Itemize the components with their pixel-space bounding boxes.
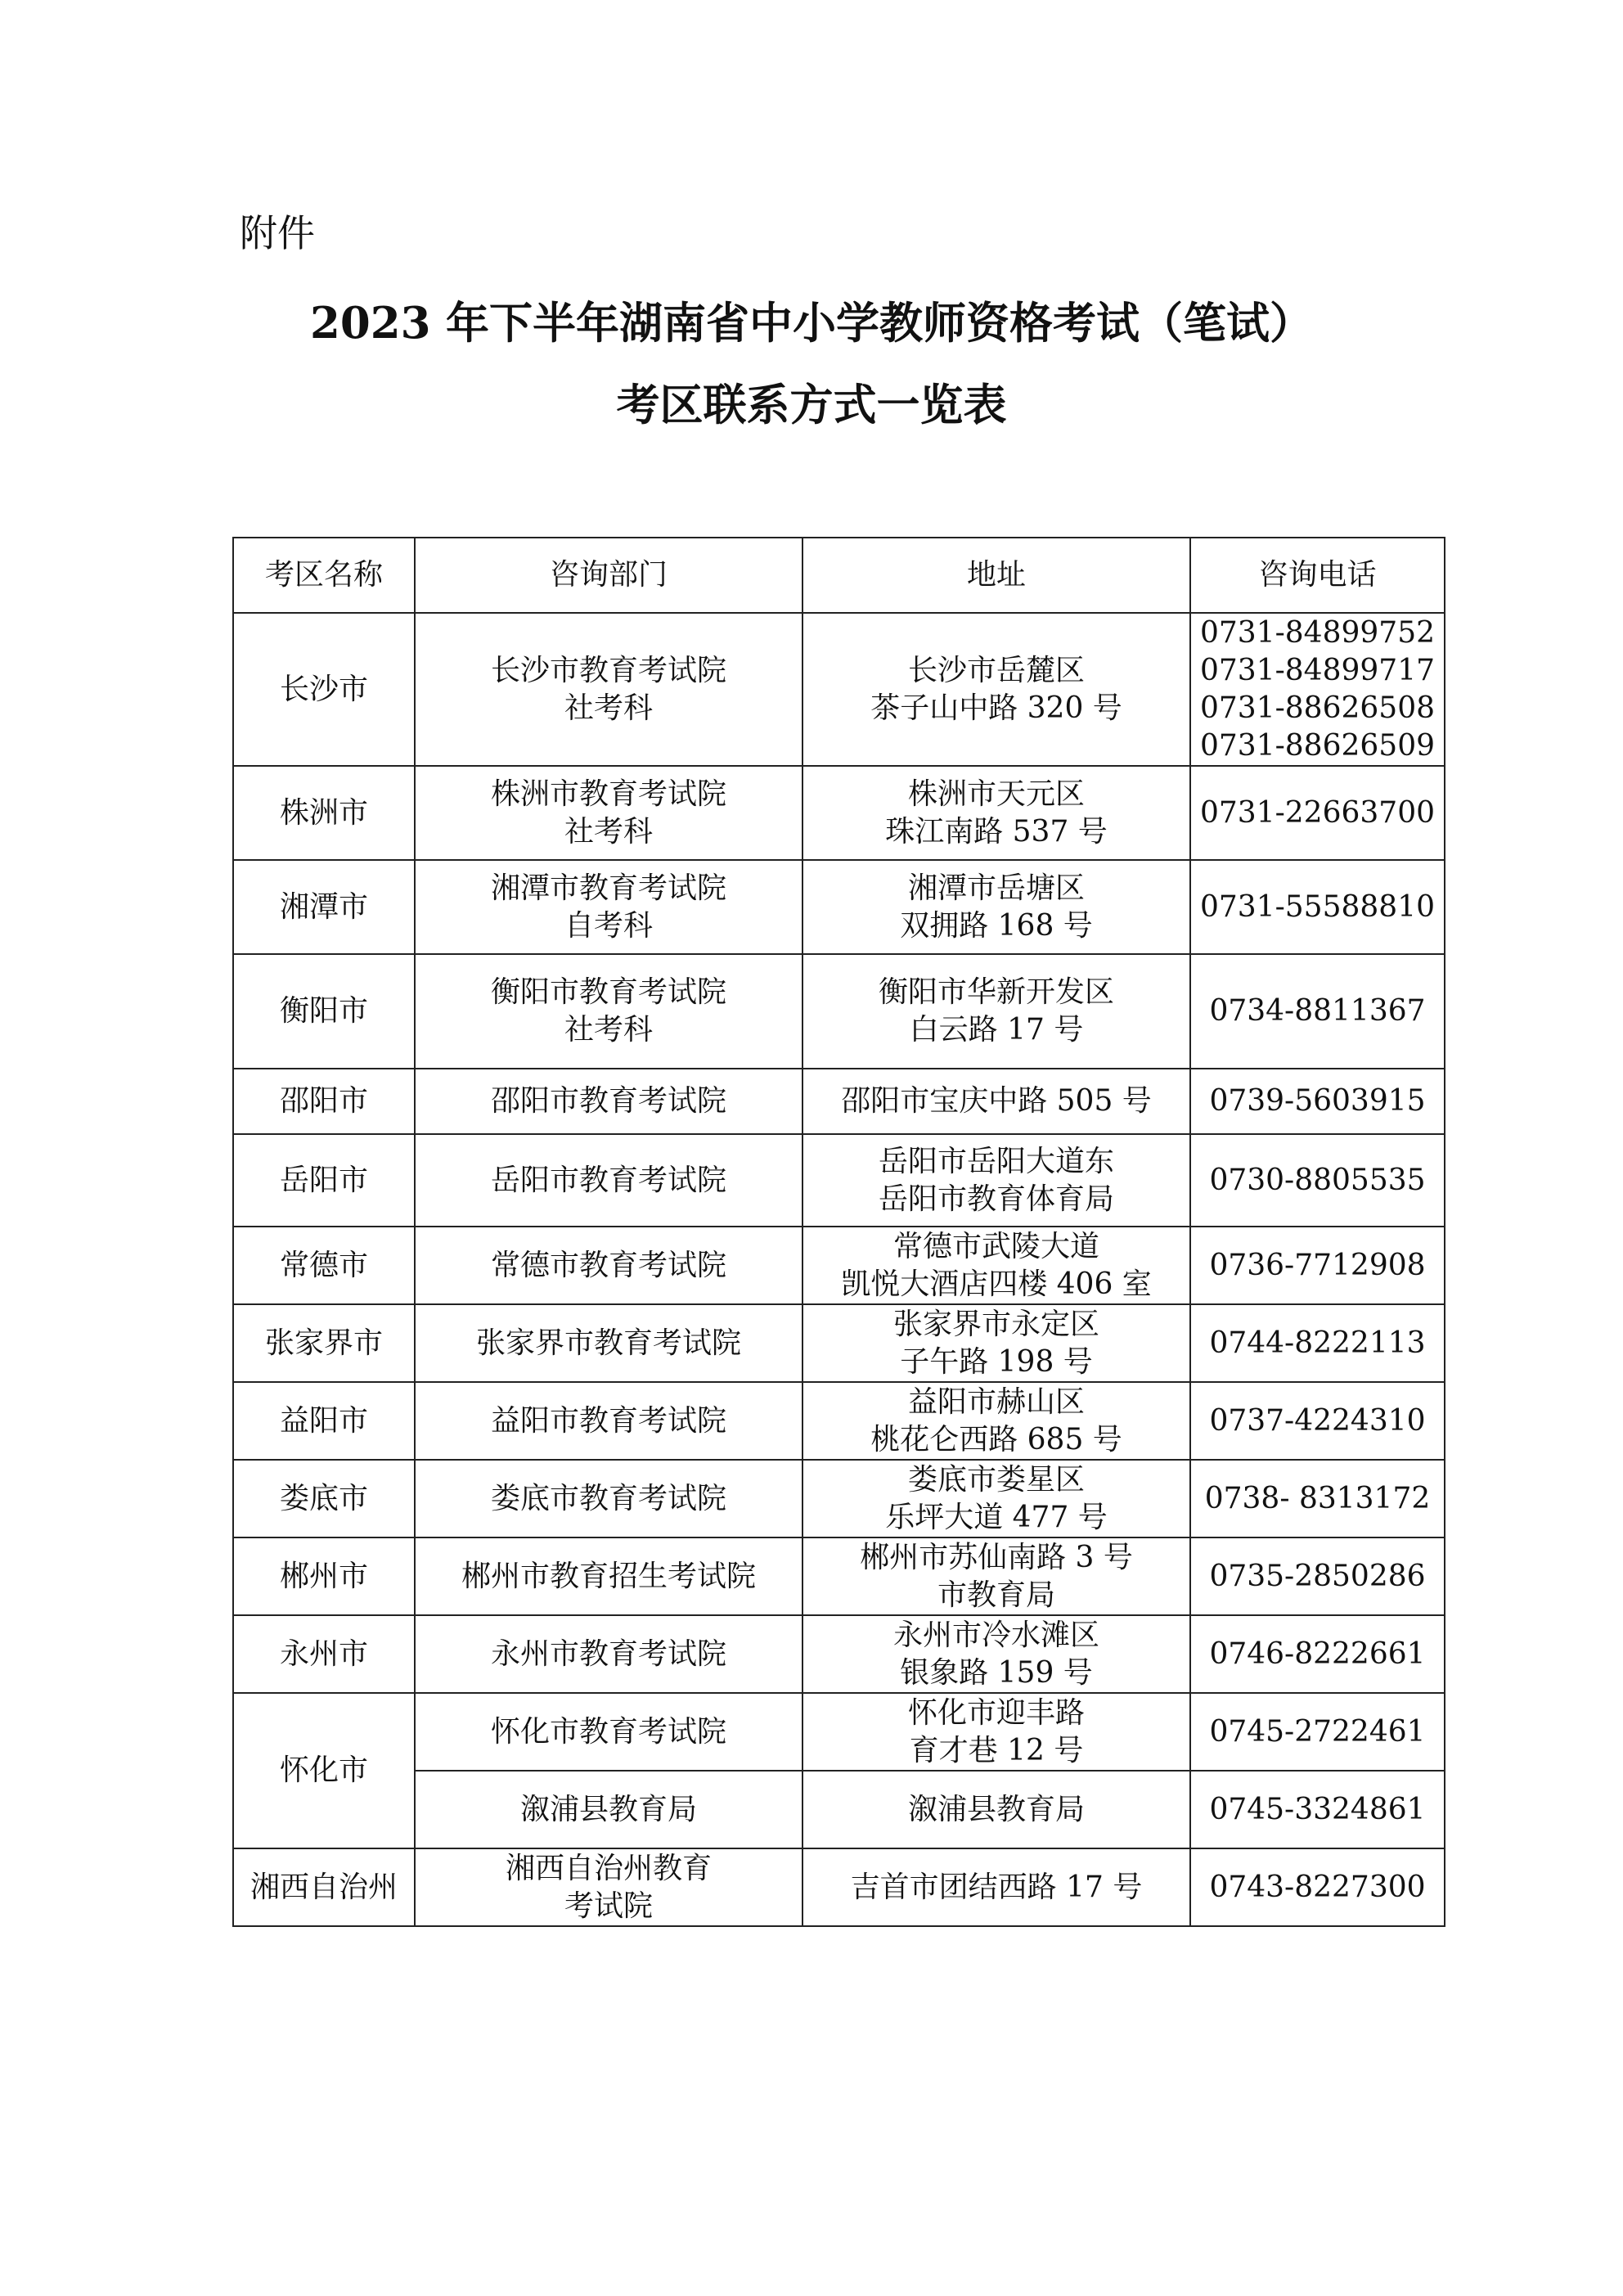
header-address: 地址 — [803, 538, 1190, 613]
address-line: 双拥路 168 号 — [900, 908, 1093, 943]
district-cell: 邵阳市 — [233, 1069, 415, 1134]
phone-cell — [1190, 1771, 1445, 1848]
phone-cell — [1190, 1382, 1445, 1460]
table-row — [233, 766, 1445, 860]
phone-line: 0731-55588810 — [1199, 889, 1435, 924]
department-line: 娄底市教育考试院 — [490, 1481, 726, 1515]
district-cell: 长沙市 — [233, 613, 415, 766]
header-department: 咨询部门 — [415, 538, 803, 613]
phone-cell — [1190, 1460, 1445, 1537]
department-cell — [415, 1693, 803, 1771]
address-cell — [803, 1460, 1190, 1537]
department-cell — [415, 860, 803, 954]
department-cell — [415, 1615, 803, 1693]
department-cell — [415, 1227, 803, 1304]
address-line: 郴州市苏仙南路 3 号 — [860, 1540, 1133, 1574]
address-line: 市教育局 — [937, 1578, 1055, 1612]
address-cell — [803, 1227, 1190, 1304]
address-cell — [803, 766, 1190, 860]
phone-cell — [1190, 613, 1445, 766]
department-line: 自考科 — [564, 908, 653, 943]
address-line: 张家界市永定区 — [892, 1307, 1099, 1341]
phone-line: 0731-22663700 — [1199, 795, 1435, 830]
table-row — [233, 1693, 1445, 1771]
header-phone: 咨询电话 — [1190, 538, 1445, 613]
table-row — [233, 1069, 1445, 1134]
phone-cell — [1190, 1304, 1445, 1382]
phone-cell — [1190, 860, 1445, 954]
address-line: 凯悦大酒店四楼 406 室 — [841, 1267, 1152, 1301]
table-row — [233, 1537, 1445, 1615]
district-cell: 娄底市 — [233, 1460, 415, 1537]
phone-cell — [1190, 954, 1445, 1069]
address-line: 湘潭市岳塘区 — [907, 871, 1085, 905]
department-line: 株洲市教育考试院 — [490, 777, 726, 811]
address-cell — [803, 1134, 1190, 1227]
phone-line: 0731-88626508 — [1199, 691, 1435, 725]
address-line: 白云路 17 号 — [909, 1013, 1084, 1047]
page-subtitle: 考区联系方式一览表 — [616, 380, 1007, 430]
department-cell — [415, 1304, 803, 1382]
address-cell — [803, 1848, 1190, 1926]
address-line: 益阳市赫山区 — [907, 1384, 1085, 1419]
address-cell — [803, 954, 1190, 1069]
department-line: 怀化市教育考试院 — [490, 1714, 726, 1749]
phone-cell — [1190, 766, 1445, 860]
address-cell — [803, 860, 1190, 954]
phone-line: 0737-4224310 — [1209, 1403, 1426, 1438]
address-cell — [803, 613, 1190, 766]
department-line: 考试院 — [564, 1889, 653, 1923]
table-row — [233, 1304, 1445, 1382]
department-line: 社考科 — [564, 814, 653, 849]
district-cell: 株洲市 — [233, 766, 415, 860]
phone-line: 0731-84899752 — [1199, 615, 1435, 650]
address-line: 怀化市迎丰路 — [907, 1695, 1085, 1730]
address-cell — [803, 1615, 1190, 1693]
address-line: 桃花仑西路 685 号 — [870, 1422, 1122, 1456]
table-row — [233, 1460, 1445, 1537]
phone-line: 0743-8227300 — [1209, 1870, 1426, 1904]
department-line: 张家界市教育考试院 — [475, 1326, 741, 1360]
address-cell — [803, 1382, 1190, 1460]
address-line: 常德市武陵大道 — [892, 1229, 1099, 1263]
department-cell — [415, 954, 803, 1069]
department-cell — [415, 766, 803, 860]
page-title: 2023 年下半年湖南省中小学教师资格考试（笔试） — [310, 298, 1313, 349]
phone-line: 0735-2850286 — [1209, 1559, 1426, 1593]
department-line: 社考科 — [564, 691, 653, 725]
phone-cell — [1190, 1848, 1445, 1926]
address-line: 岳阳市教育体育局 — [878, 1182, 1114, 1216]
phone-cell — [1190, 1069, 1445, 1134]
department-cell — [415, 1460, 803, 1537]
address-line: 邵阳市宝庆中路 505 号 — [841, 1084, 1152, 1118]
department-line: 溆浦县教育局 — [519, 1792, 697, 1826]
address-line: 乐坪大道 477 号 — [885, 1500, 1108, 1534]
department-cell — [415, 1069, 803, 1134]
phone-line: 0730-8805535 — [1209, 1163, 1426, 1197]
department-line: 衡阳市教育考试院 — [490, 975, 726, 1009]
phone-line: 0738- 8313172 — [1204, 1481, 1431, 1515]
phone-line: 0746-8222661 — [1209, 1636, 1426, 1671]
address-line: 岳阳市岳阳大道东 — [878, 1144, 1114, 1178]
phone-cell — [1190, 1227, 1445, 1304]
district-cell: 怀化市 — [233, 1693, 415, 1848]
attachment-label: 附件 — [240, 211, 315, 255]
department-line: 永州市教育考试院 — [490, 1636, 726, 1671]
department-cell — [415, 613, 803, 766]
address-line: 银象路 159 号 — [900, 1655, 1093, 1690]
address-line: 永州市冷水滩区 — [892, 1618, 1099, 1652]
district-cell: 湘西自治州 — [233, 1848, 415, 1926]
table-row — [233, 1227, 1445, 1304]
address-line: 茶子山中路 320 号 — [870, 691, 1122, 725]
table-row — [233, 860, 1445, 954]
phone-line: 0744-8222113 — [1209, 1326, 1426, 1360]
header-district: 考区名称 — [233, 538, 415, 613]
department-line: 常德市教育考试院 — [490, 1248, 726, 1282]
district-cell: 益阳市 — [233, 1382, 415, 1460]
department-cell — [415, 1537, 803, 1615]
phone-line: 0745-2722461 — [1209, 1714, 1426, 1749]
district-cell: 郴州市 — [233, 1537, 415, 1615]
department-line: 长沙市教育考试院 — [490, 653, 726, 687]
table-row — [233, 613, 1445, 766]
phone-line: 0734-8811367 — [1209, 994, 1426, 1028]
table-row — [233, 954, 1445, 1069]
address-line: 娄底市娄星区 — [907, 1462, 1085, 1497]
department-cell — [415, 1382, 803, 1460]
phone-line: 0745-3324861 — [1209, 1792, 1426, 1826]
department-line: 湘潭市教育考试院 — [490, 871, 726, 905]
phone-line: 0736-7712908 — [1209, 1248, 1426, 1282]
district-cell: 常德市 — [233, 1227, 415, 1304]
address-cell — [803, 1304, 1190, 1382]
department-line: 益阳市教育考试院 — [490, 1403, 726, 1438]
address-line: 育才巷 12 号 — [909, 1733, 1084, 1767]
phone-cell — [1190, 1537, 1445, 1615]
address-line: 子午路 198 号 — [900, 1344, 1093, 1379]
phone-line: 0739-5603915 — [1209, 1084, 1426, 1118]
district-cell: 衡阳市 — [233, 954, 415, 1069]
address-line: 株洲市天元区 — [907, 777, 1085, 811]
table-row — [233, 1615, 1445, 1693]
district-cell: 张家界市 — [233, 1304, 415, 1382]
department-cell — [415, 1848, 803, 1926]
address-cell — [803, 1693, 1190, 1771]
table-row — [233, 1134, 1445, 1227]
address-line: 溆浦县教育局 — [907, 1792, 1085, 1826]
district-cell: 岳阳市 — [233, 1134, 415, 1227]
phone-line: 0731-84899717 — [1199, 653, 1435, 687]
department-line: 岳阳市教育考试院 — [490, 1163, 726, 1197]
address-line: 衡阳市华新开发区 — [878, 975, 1114, 1009]
address-cell — [803, 1537, 1190, 1615]
department-line: 湘西自治州教育 — [505, 1851, 712, 1885]
table-row — [233, 1771, 1445, 1848]
table-row — [233, 1848, 1445, 1926]
phone-line: 0731-88626509 — [1199, 728, 1435, 763]
department-line: 邵阳市教育考试院 — [490, 1084, 726, 1118]
address-cell — [803, 1771, 1190, 1848]
department-line: 郴州市教育招生考试院 — [461, 1559, 756, 1593]
department-cell — [415, 1134, 803, 1227]
phone-cell — [1190, 1134, 1445, 1227]
table-row — [233, 1382, 1445, 1460]
phone-cell — [1190, 1693, 1445, 1771]
phone-cell — [1190, 1615, 1445, 1693]
department-cell — [415, 1771, 803, 1848]
address-cell — [803, 1069, 1190, 1134]
district-cell: 永州市 — [233, 1615, 415, 1693]
address-line: 吉首市团结西路 17 号 — [850, 1870, 1143, 1904]
address-line: 珠江南路 537 号 — [885, 814, 1108, 849]
table-header-row — [233, 538, 1445, 613]
department-line: 社考科 — [564, 1013, 653, 1047]
contact-table — [232, 537, 1445, 1927]
district-cell: 湘潭市 — [233, 860, 415, 954]
address-line: 长沙市岳麓区 — [907, 653, 1085, 687]
